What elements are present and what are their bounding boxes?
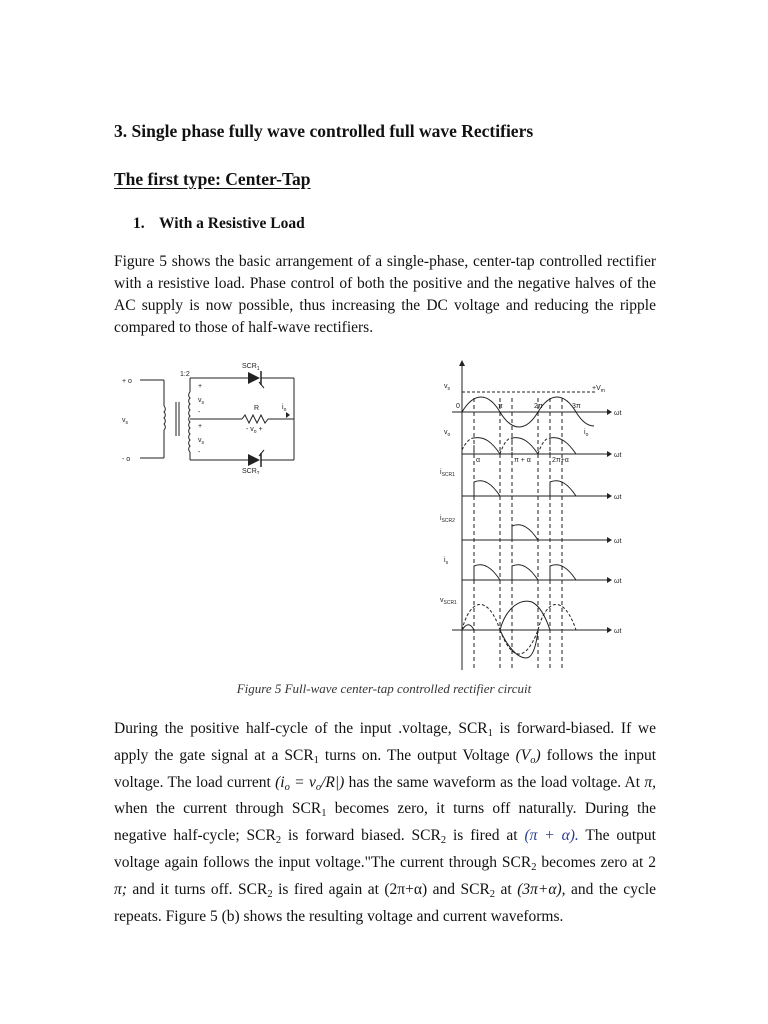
vo-axis-label: $v_o$	[444, 429, 451, 438]
upper-plus: +	[198, 383, 203, 390]
source-plus-terminal: + o	[122, 378, 132, 385]
lower-minus: -	[198, 449, 201, 456]
omega-t-label-4: ωt	[614, 538, 622, 545]
subsection-number: 1.	[133, 215, 145, 232]
resistor-label: R	[254, 405, 260, 412]
explanation-paragraph: During the positive half-cycle of the input .voltage, $SCR_1$ is forward-biased. If we apply the gate signal at a $SCR_1$ turns on. The output Voltage $(V_o)$ follows the input voltage. The load current $(i_o = v_o/R|)$ has the same waveform as the load voltage. At π, when the current through $SCR_1$ becomes zero, it turns off naturally. During the negative half-cycle; $SCR_2$ is forward biased. $SCR_2$ is fired at (π + α). The output voltage again follows the input voltage."The current through $SCR_2$ becomes zero at 2 π; and it turns off. $SCR_2$ is fired again at (2π+α) and $SCR_2$ at (3π+α), and the cycle repeats. Figure 5 (b) shows the resulting voltage and current waveforms.	[114, 720, 657, 925]
pi-tick-label: π	[498, 403, 503, 410]
iscr2-axis-label: $i_{SCR2}$	[440, 515, 455, 524]
vm-label: $+V_m$	[592, 385, 605, 394]
omega-t-label-6: ωt	[614, 628, 622, 635]
upper-minus: -	[198, 409, 201, 416]
scr2-label: $SCR_2$	[242, 468, 260, 474]
origin-label: 0	[456, 403, 460, 410]
upper-secondary-label: $v_s$	[198, 397, 204, 406]
two-pi-tick-label: 2π	[534, 403, 543, 410]
intro-paragraph: Figure 5 shows the basic arrangement of a single-phase, center-tap controlled rectifier with a resistive load. Phase control of both the positive and the negative halves of the AC supply is now possible, thus increasing the DC voltage and reducing the ripple compared to those of half-wave rectifiers.	[114, 253, 656, 336]
subsection-title: With a Resistive Load	[159, 215, 305, 232]
circuit-diagram	[118, 362, 330, 474]
omega-t-label-3: ωt	[614, 494, 622, 501]
figure-caption: Figure 5 Full-wave center-tap controlled rectifier circuit	[236, 681, 532, 696]
firing-angle: (π + α).	[524, 827, 579, 845]
ratio-label: 1:2	[180, 371, 190, 378]
omega-t-label-1: ωt	[614, 410, 622, 417]
alpha-label: α	[476, 457, 481, 464]
subsection-heading	[133, 215, 305, 233]
omega-t-label-5: ωt	[614, 578, 622, 585]
source-minus-terminal: - o	[122, 456, 131, 463]
two-pi-alpha-label: 2π+α	[552, 457, 569, 464]
vs-axis-label: $v_s$	[444, 383, 450, 392]
scr1-label: $SCR_1$	[242, 363, 260, 372]
omega-t-label-2: ωt	[614, 452, 622, 459]
io-curve-label: $i_o$	[584, 429, 589, 438]
pi-alpha-label: π + α	[514, 457, 531, 464]
lower-plus: +	[198, 423, 203, 430]
vscr1-axis-label: $v_{SCR1}$	[440, 597, 457, 606]
is-axis-label: $i_s$	[444, 557, 449, 566]
lower-secondary-label: $v_s$	[198, 437, 204, 446]
three-pi-tick-label: 3π	[572, 403, 581, 410]
source-voltage-label: $v_s$	[122, 417, 128, 426]
page-title: 3. Single phase fully wave controlled full wave Rectifiers	[114, 121, 534, 141]
output-voltage-label: - $v_o$ +	[246, 426, 263, 435]
load-current-label: $i_o$	[282, 404, 287, 413]
section-heading: The first type: Center-Tap	[114, 169, 311, 189]
iscr1-axis-label: $i_{SCR1}$	[440, 469, 455, 478]
waveform-diagram	[436, 358, 628, 674]
